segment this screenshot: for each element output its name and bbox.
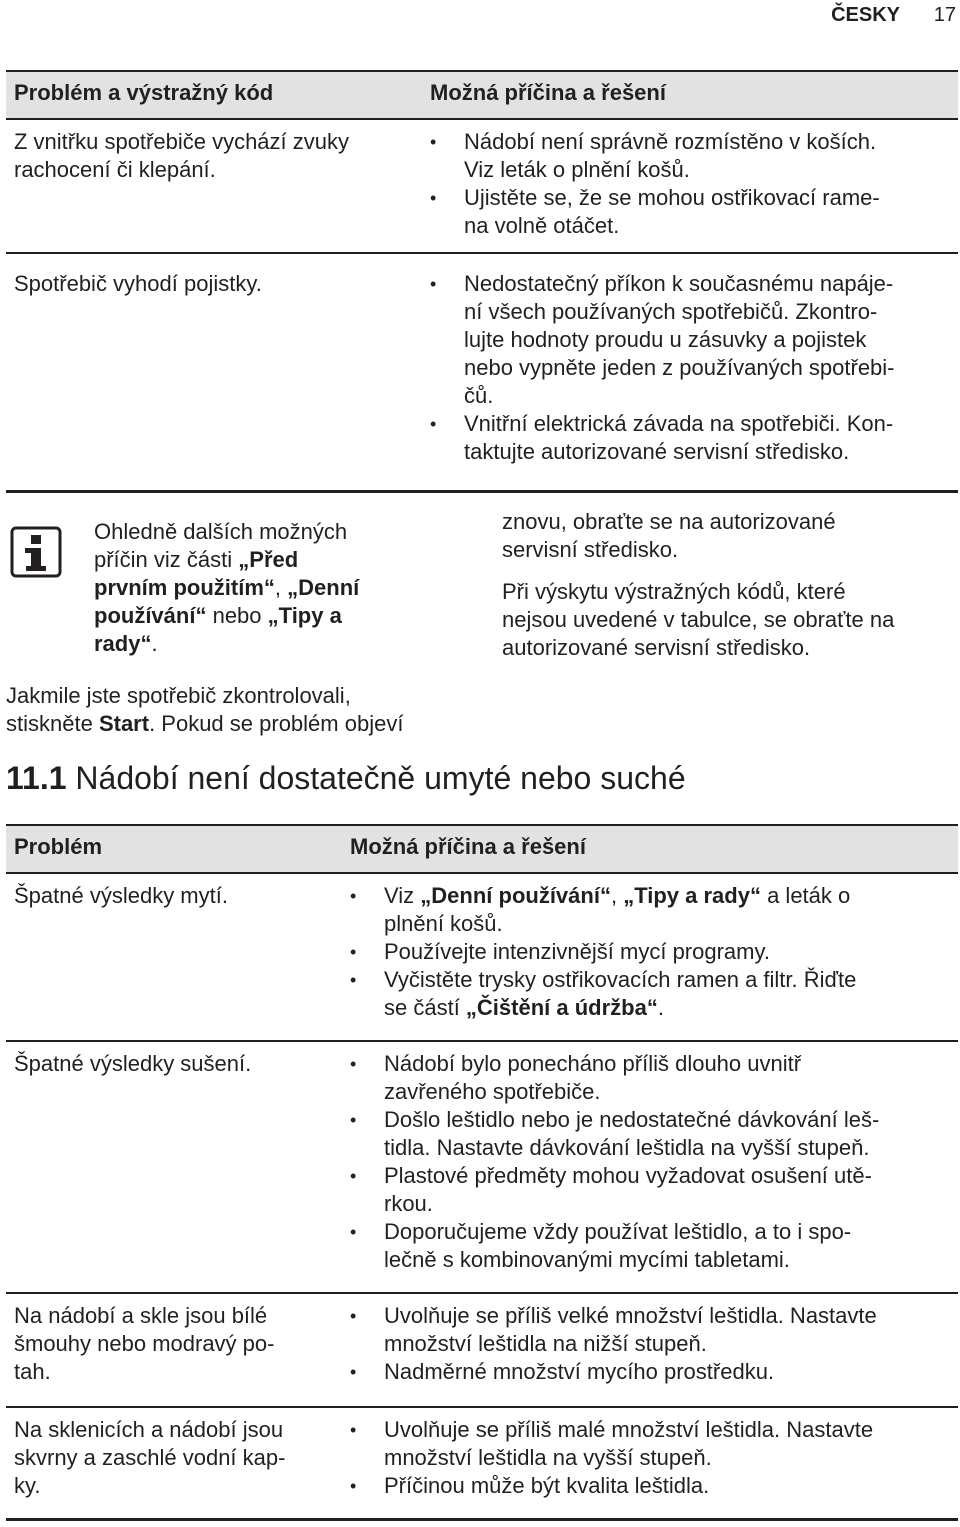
- table-row: [6, 254, 958, 493]
- list-item: • Doporučujeme vždy používat leštidlo, a to i spo- lečně s kombinovanými mycími tabletami.: [350, 1218, 879, 1274]
- info-note: [6, 508, 476, 658]
- solution-list: [350, 882, 856, 1022]
- info-icon: [10, 526, 62, 578]
- problem-cell: Na nádobí a skle jsou bílé šmouhy nebo modravý po- tah.: [14, 1303, 275, 1384]
- table-header: [6, 824, 958, 874]
- list-item: • Používejte intenzivnější mycí programy.: [350, 938, 856, 966]
- solution-list: [350, 1416, 873, 1500]
- column-header-solution: Možná příčina a řešení: [350, 834, 586, 859]
- table-row: [6, 1408, 958, 1521]
- list-item: • Uvolňuje se příliš velké množství leštidla. Nastavte množství leštidla na nižší stupeň.: [350, 1302, 877, 1358]
- paragraph: Při výskytu výstražných kódů, které nejsou uvedené v tabulce, se obraťte na autorizované servisní středisko.: [502, 579, 895, 660]
- language-label: ČESKY: [831, 4, 900, 26]
- list-item: • Nadměrné množství mycího prostředku.: [350, 1358, 877, 1386]
- note-text: Ohledně dalších možných příčin viz části „Před prvním použitím“, „Denní používání“ nebo „Tipy a rady“.: [94, 519, 360, 656]
- list-item: • Nádobí bylo ponecháno příliš dlouho uvnitř zavřeného spotřebiče.: [350, 1050, 879, 1106]
- page-number: 17: [933, 4, 956, 26]
- solution-list: [430, 128, 880, 240]
- list-item: • Uvolňuje se příliš malé množství leštidla. Nastavte množství leštidla na vyšší stupeň.: [350, 1416, 873, 1472]
- column-header-problem: Problém: [14, 834, 103, 859]
- text-line: Z vnitřku spotřebiče vychází zvuky: [14, 129, 350, 154]
- table-header: [6, 70, 958, 120]
- problem-cell: Na sklenicích a nádobí jsou skvrny a zaschlé vodní kap- ky.: [14, 1417, 286, 1498]
- column-header-problem: Problém a výstražný kód: [14, 80, 274, 105]
- problem-cell: [14, 270, 262, 298]
- table-row: [6, 874, 958, 1042]
- problem-cell: Špatné výsledky sušení.: [14, 1051, 252, 1076]
- text-line: Spotřebič vyhodí pojistky.: [14, 271, 262, 296]
- troubleshooting-table-2: [6, 824, 958, 1521]
- solution-list: [430, 270, 895, 466]
- paragraph: znovu, obraťte se na autorizované servisní středisko.: [502, 509, 836, 562]
- table-row: [6, 120, 958, 254]
- table-row: [6, 1042, 958, 1294]
- problem-cell: Špatné výsledky mytí.: [14, 883, 228, 908]
- list-item: • Vnitřní elektrická závada na spotřebiči. Kon- taktujte autorizované servisní středisko.: [430, 410, 895, 466]
- list-item: • Ujistěte se, že se mohou ostřikovací rame- na volně otáčet.: [430, 184, 880, 240]
- list-item: • Nedostatečný příkon k současnému napáje- ní všech používaných spotřebičů. Zkontro- lujte hodnoty proudu u zásuvky a pojistek nebo vypněte jeden z používaných spotřebi- čů.: [430, 270, 895, 410]
- troubleshooting-table-1: [6, 70, 958, 493]
- column-header-solution: Možná příčina a řešení: [430, 80, 666, 105]
- problem-cell: [14, 128, 349, 184]
- list-item: • Plastové předměty mohou vyžadovat osušení utě- rkou.: [350, 1162, 879, 1218]
- section-heading: 11.1 Nádobí není dostatečně umyté nebo suché: [6, 760, 686, 796]
- table-row: [6, 1294, 958, 1408]
- list-item: • Vyčistěte trysky ostřikovacích ramen a filtr. Řiďte se částí „Čištění a údržba“.: [350, 966, 856, 1022]
- instruction-paragraph: Jakmile jste spotřebič zkontrolovali, stiskněte Start. Pokud se problém objeví: [6, 683, 404, 736]
- solution-list: [350, 1302, 877, 1386]
- text-line: rachocení či klepání.: [14, 157, 216, 182]
- solution-list: [350, 1050, 879, 1274]
- list-item: • Příčinou může být kvalita leštidla.: [350, 1472, 873, 1500]
- list-item: • Nádobí není správně rozmístěno v koších. Viz leták o plnění košů.: [430, 128, 880, 184]
- list-item: • Došlo leštidlo nebo je nedostatečné dávkování leš- tidla. Nastavte dávkování leštidla na vyšší stupeň.: [350, 1106, 879, 1162]
- list-item: • Viz „Denní používání“, „Tipy a rady“ a leták o plnění košů.: [350, 882, 856, 938]
- right-column-text: [502, 508, 952, 662]
